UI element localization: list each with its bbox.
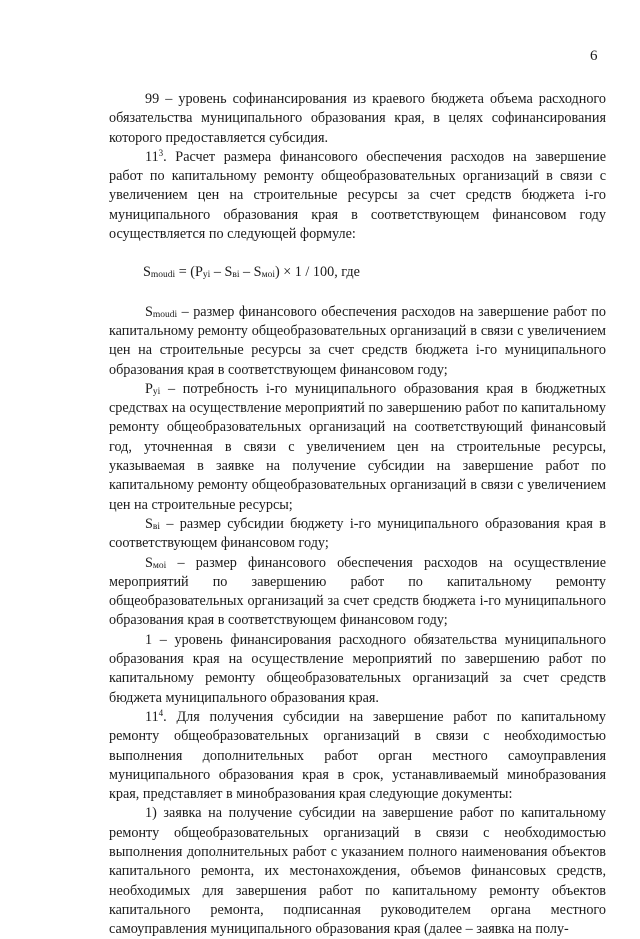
def-text: – размер финансового обеспечения расходов на осуществление мероприятий по завершению работ по капитальному ремонту общеобразовательных организаций за счет средств бюджета i-го муниципального образования края в соответствующем финансовом году; xyxy=(109,554,606,629)
formula-lhs xyxy=(143,264,175,280)
clause-number: 11 xyxy=(145,708,159,725)
paragraph-clause-11-3 xyxy=(109,148,606,244)
formula xyxy=(143,263,606,282)
paragraph-def-smoi xyxy=(109,554,606,631)
formula-sv-subscript: вi xyxy=(232,270,240,281)
formula-smo-symbol: S xyxy=(253,264,262,281)
formula-sv-symbol: S xyxy=(224,264,233,281)
clause-superscript: 3 xyxy=(158,147,164,158)
clause-superscript: 4 xyxy=(158,707,164,718)
def-symbol: P xyxy=(145,380,153,397)
document-body xyxy=(109,90,606,939)
formula-term-p xyxy=(195,264,210,280)
def-text: – размер финансового обеспечения расходов на завершение работ по капитальному ремонту общеобразовательных организаций в связи с увеличением цен на строительные ресурсы за счет средств бюджета i-го муниципального образования края в соответствующем финансовом году; xyxy=(109,303,606,378)
def-symbol: S xyxy=(145,303,153,320)
formula-term-smo xyxy=(254,264,275,280)
paragraph-clause-11-4 xyxy=(109,708,606,804)
formula-p-subscript: yi xyxy=(202,270,211,281)
clause-text: . Для получения субсидии на завершение работ по капитальному ремонту общеобразовательных организаций в связи с необходимостью выполнения дополнительных работ орган местного самоуправления муниципального образования края в срок, устанавливаемый минобразования края, представляет в минобразования края следующие документы: xyxy=(109,708,606,803)
def-text: – потребность i-го муниципального образования края в бюджетных средствах на осуществление мероприятий по завершению работ по капитальному ремонту общеобразовательных организаций на соответствующий финансовый год, уточненная в связи с увеличением цен на строительные ресурсы, указываемая в заявке на получение субсидии на завершение работ по капитальному ремонту общеобразовательных организаций в связи с увеличением цен на строительные ресурсы; xyxy=(109,380,606,513)
paragraph-def-smoudi xyxy=(109,303,606,380)
formula-minus: – xyxy=(210,264,225,281)
paragraph-item-1: 1) заявка на получение субсидии на завершение работ по капитальному ремонту общеобразовательных организаций в связи с необходимостью выполнения дополнительных работ с указанием полного наименования объектов капитального ремонта, их местонахождения, объемов финансовых средств, необходимых для завершения работ по капитальному ремонту объектов капитального ремонта, подписанная руководителем органа местного самоуправления муниципального образования края (далее – заявка на полу- xyxy=(109,805,606,938)
formula-smo-subscript: мoi xyxy=(261,270,275,281)
page-number: 6 xyxy=(590,48,598,64)
formula-term-sv xyxy=(224,264,239,280)
def-text: – размер субсидии бюджету i-го муниципального образования края в соответствующем финансовом году; xyxy=(109,515,606,552)
paragraph-def-pyi xyxy=(109,380,606,515)
formula-tail: ) × 1 / 100, где xyxy=(274,264,360,281)
def-subscript: вi xyxy=(152,521,161,532)
paragraph-def-svi xyxy=(109,515,606,554)
clause-number: 11 xyxy=(145,148,159,165)
def-symbol: S xyxy=(145,554,153,571)
formula-lhs-subscript: moudi xyxy=(150,270,176,281)
def-subscript: yi xyxy=(152,386,161,397)
clause-text: . Расчет размера финансового обеспечения расходов на завершение работ по капитальному ремонту общеобразовательных организаций в связи с увеличением цен на строительные ресурсы за счет средств бюджета i-го муниципального образования края в соответствующем финансовом году осуществляется по следующей формуле: xyxy=(109,148,606,243)
formula-equals: = ( xyxy=(175,264,195,281)
formula-minus: – xyxy=(239,264,254,281)
paragraph-cofinancing-level: 99 – уровень софинансирования из краевого бюджета объема расходного обязательства муниципального образования края, в целях софинансирования которого предоставляется субсидия. xyxy=(109,91,606,146)
formula-p-symbol: P xyxy=(195,264,203,281)
def-symbol: S xyxy=(145,515,153,532)
def-subscript: moudi xyxy=(152,309,178,320)
formula-lhs-symbol: S xyxy=(143,264,151,281)
def-subscript: мoi xyxy=(152,560,167,571)
paragraph-financing-level: 1 – уровень финансирования расходного обязательства муниципального образования края на осуществление мероприятий по завершению работ по капитальному ремонту общеобразовательных организаций за счет средств бюджета муниципального образования края. xyxy=(109,631,606,706)
